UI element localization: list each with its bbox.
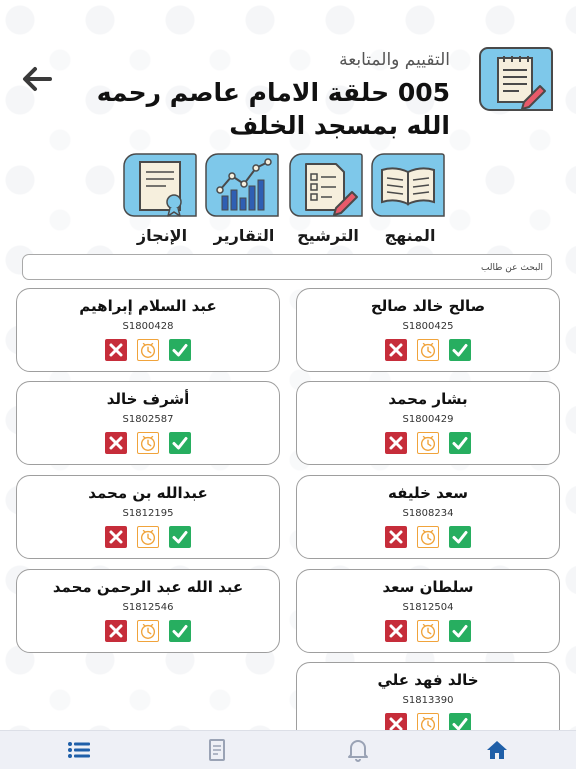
student-card[interactable]: [16, 475, 280, 559]
present-button[interactable]: [449, 620, 471, 642]
list-icon: [66, 737, 92, 763]
late-button[interactable]: [417, 620, 439, 642]
attendance-actions: [385, 620, 471, 642]
late-button[interactable]: [417, 526, 439, 548]
clock-icon: [138, 433, 158, 453]
attendance-actions: [105, 526, 191, 548]
tab-menu[interactable]: [66, 737, 92, 763]
present-button[interactable]: [169, 432, 191, 454]
clock-icon: [138, 527, 158, 547]
clock-icon: [418, 621, 438, 641]
student-card[interactable]: [296, 569, 560, 653]
attendance-actions: [105, 620, 191, 642]
page-subtitle: التقييم والمتابعة: [339, 50, 450, 70]
student-code: S1813390: [402, 695, 454, 706]
student-name: أشرف خالد: [106, 390, 190, 408]
close-icon: [105, 339, 127, 361]
student-code: S1800428: [122, 321, 174, 332]
notepad-icon: [478, 44, 554, 114]
attendance-actions: [385, 526, 471, 548]
late-button[interactable]: [417, 432, 439, 454]
nav-achievement-label: الإنجاز: [136, 226, 188, 245]
check-icon: [449, 526, 471, 548]
attendance-actions: [385, 339, 471, 361]
home-icon: [484, 737, 510, 763]
student-code: S1812546: [122, 602, 174, 613]
nav-nomination[interactable]: [288, 152, 368, 245]
nav-nomination-label: الترشيح: [297, 226, 359, 245]
student-name: عبدالله بن محمد: [88, 484, 208, 502]
tab-documents[interactable]: [204, 737, 230, 763]
student-code: S1800425: [402, 321, 454, 332]
absent-button[interactable]: [105, 620, 127, 642]
close-icon: [385, 526, 407, 548]
absent-button[interactable]: [385, 620, 407, 642]
present-button[interactable]: [169, 620, 191, 642]
check-icon: [169, 620, 191, 642]
student-card[interactable]: [16, 569, 280, 653]
student-card[interactable]: [16, 288, 280, 372]
nav-curriculum[interactable]: [370, 152, 450, 245]
late-button[interactable]: [137, 526, 159, 548]
clock-icon: [418, 340, 438, 360]
present-button[interactable]: [449, 339, 471, 361]
student-code: S1808234: [402, 508, 454, 519]
check-icon: [449, 620, 471, 642]
student-card[interactable]: [296, 288, 560, 372]
late-button[interactable]: [137, 620, 159, 642]
student-code: S1812195: [122, 508, 174, 519]
absent-button[interactable]: [105, 432, 127, 454]
student-name: عبد الله عبد الرحمن محمد: [52, 578, 244, 596]
header: [0, 0, 576, 150]
back-button[interactable]: [20, 64, 54, 94]
book-icon: [370, 152, 446, 218]
student-name: سعد خليفه: [387, 484, 469, 502]
student-code: S1802587: [122, 414, 174, 425]
tab-notifications[interactable]: [345, 737, 371, 763]
search-input[interactable]: [23, 256, 551, 280]
attendance-actions: [385, 432, 471, 454]
student-card[interactable]: [16, 381, 280, 465]
late-button[interactable]: [417, 339, 439, 361]
student-name: صالح خالد صالح: [370, 297, 486, 315]
attendance-actions: [105, 339, 191, 361]
close-icon: [105, 432, 127, 454]
close-icon: [385, 620, 407, 642]
nav-reports[interactable]: [204, 152, 284, 245]
nav-curriculum-label: المنهج: [384, 226, 436, 245]
close-icon: [105, 526, 127, 548]
clock-icon: [138, 621, 158, 641]
check-icon: [169, 339, 191, 361]
nav-reports-label: التقارير: [213, 226, 275, 245]
section-nav: [0, 152, 576, 252]
check-icon: [449, 432, 471, 454]
late-button[interactable]: [137, 432, 159, 454]
absent-button[interactable]: [105, 526, 127, 548]
check-icon: [449, 339, 471, 361]
clock-icon: [418, 527, 438, 547]
student-card[interactable]: [296, 475, 560, 559]
check-icon: [169, 526, 191, 548]
certificate-icon: [122, 152, 198, 218]
student-search: [22, 254, 552, 280]
chart-icon: [204, 152, 280, 218]
student-code: S1800429: [402, 414, 454, 425]
clock-icon: [418, 433, 438, 453]
late-button[interactable]: [137, 339, 159, 361]
close-icon: [385, 432, 407, 454]
student-name: عبد السلام إبراهيم: [79, 297, 217, 315]
absent-button[interactable]: [385, 432, 407, 454]
arrow-left-icon: [20, 64, 54, 94]
page-title: 005 حلقة الامام عاصم رحمه الله بمسجد الخلف: [96, 78, 450, 140]
bottom-tab-bar: [0, 730, 576, 769]
clock-icon: [138, 340, 158, 360]
student-name: بشار محمد: [388, 390, 468, 408]
checklist-icon: [288, 152, 364, 218]
absent-button[interactable]: [385, 526, 407, 548]
bell-icon: [345, 737, 371, 763]
student-code: S1812504: [402, 602, 454, 613]
student-card[interactable]: [296, 381, 560, 465]
absent-button[interactable]: [385, 339, 407, 361]
close-icon: [105, 620, 127, 642]
present-button[interactable]: [169, 526, 191, 548]
student-name: خالد فهد علي: [377, 671, 479, 689]
attendance-actions: [105, 432, 191, 454]
nav-achievement[interactable]: [122, 152, 202, 245]
present-button[interactable]: [169, 339, 191, 361]
close-icon: [385, 339, 407, 361]
document-icon: [204, 737, 230, 763]
absent-button[interactable]: [105, 339, 127, 361]
check-icon: [169, 432, 191, 454]
present-button[interactable]: [449, 432, 471, 454]
tab-home[interactable]: [484, 737, 510, 763]
present-button[interactable]: [449, 526, 471, 548]
student-name: سلطان سعد: [382, 578, 474, 596]
